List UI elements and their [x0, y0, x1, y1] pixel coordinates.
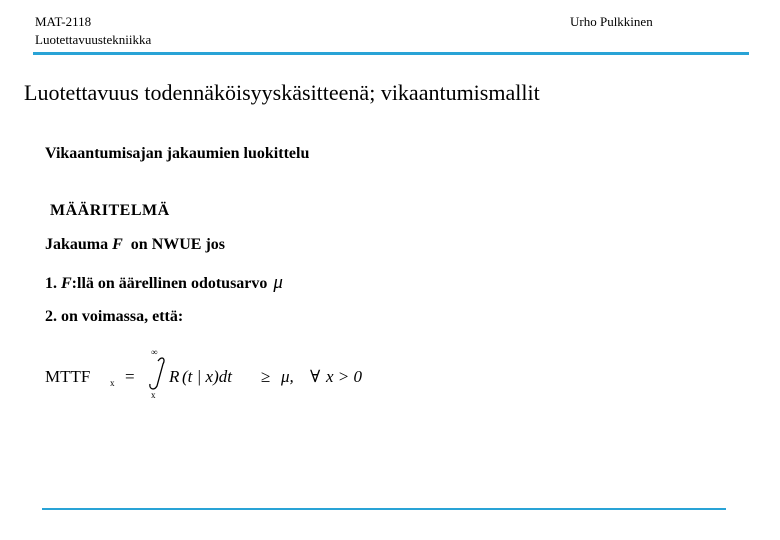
formula-mu: μ,: [281, 367, 294, 386]
formula-relation: ≥: [261, 367, 271, 386]
formula-lhs-subscript: x: [110, 378, 115, 388]
mttf-formula: [45, 346, 390, 402]
definition-heading: MÄÄRITELMÄ: [50, 202, 170, 219]
mu-symbol: μ: [273, 272, 283, 293]
integral-lower-limit: x: [151, 390, 156, 400]
integrand-function: R: [169, 367, 180, 386]
slide-title: Luotettavuus todennäköisyyskäsitteenä; vikaantumismallit: [24, 80, 540, 105]
author-name: Urho Pulkkinen: [570, 14, 653, 29]
line2-prefix: 1.: [45, 275, 61, 292]
slide-subtitle: Vikaantumisajan jakaumien luokittelu: [45, 145, 310, 162]
line1-variable: F: [112, 236, 123, 253]
header-divider: [33, 52, 749, 55]
course-code: MAT-2118: [35, 14, 92, 29]
course-name: Luotettavuustekniikka: [35, 32, 152, 47]
line2-variable: F: [61, 275, 72, 292]
line1-prefix: Jakauma: [45, 236, 113, 253]
line2-suffix: :llä on äärellinen odotusarvo: [71, 275, 268, 292]
definition-line-distribution: [45, 236, 225, 254]
definition-condition-1: [45, 272, 283, 294]
formula-equals: =: [125, 367, 135, 386]
formula-condition: x > 0: [326, 367, 363, 386]
formula-forall: ∀: [310, 367, 321, 386]
footer-divider: [42, 508, 726, 510]
course-info: [35, 13, 151, 49]
integral-upper-limit: ∞: [151, 347, 158, 357]
formula-lhs: MTTF: [45, 367, 91, 386]
integral-sign: [150, 358, 164, 389]
integrand-arguments: (t | x)dt: [182, 367, 232, 386]
definition-condition-2: 2. on voimassa, että:: [45, 308, 184, 325]
line1-suffix: on NWUE jos: [122, 236, 226, 253]
